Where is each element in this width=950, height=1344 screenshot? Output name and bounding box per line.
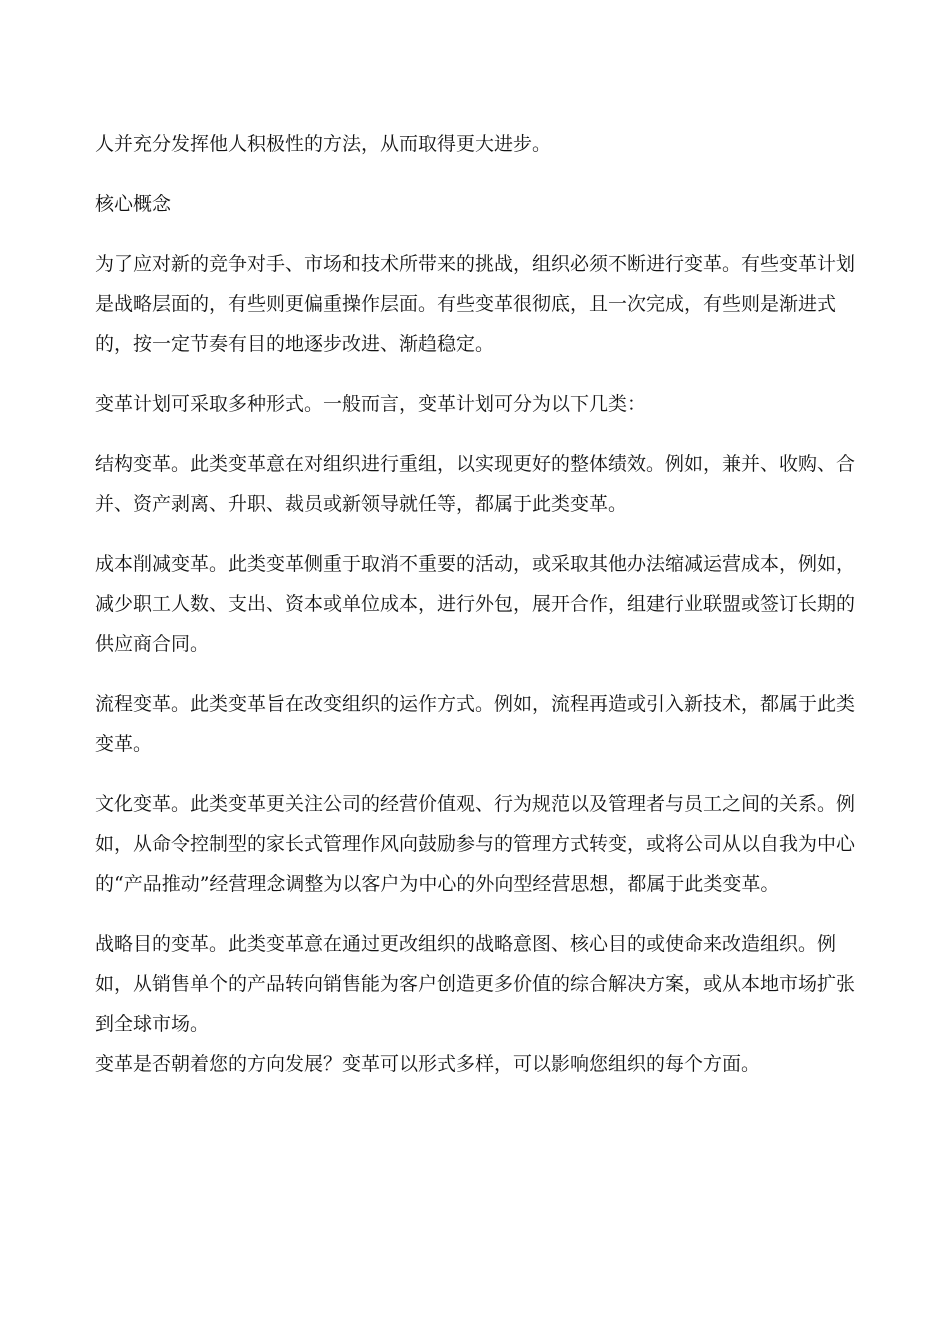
section-heading-core-concepts: 核心概念	[95, 193, 172, 215]
paragraph-process-change: 流程变革。此类变革旨在改变组织的运作方式。例如，流程再造或引入新技术，都属于此类变革。	[95, 693, 856, 755]
paragraph-cost-reduction-change: 成本削减变革。此类变革侧重于取消不重要的活动，或采取其他办法缩减运营成本，例如，减少职工人数、支出、资本或单位成本，进行外包，展开合作，组建行业联盟或签订长期的供应商合同。	[95, 553, 856, 655]
paragraph-change-types-intro: 变革计划可采取多种形式。一般而言，变革计划可分为以下几类：	[95, 393, 647, 415]
paragraph-cultural-change: 文化变革。此类变革更关注公司的经营价值观、行为规范以及管理者与员工之间的关系。例如，从命令控制型的家长式管理作风向鼓励参与的管理方式转变，或将公司从以自我为中心的“产品推动”经营理念调整为以客户为中心的外向型经营思想，都属于此类变革。	[95, 793, 856, 895]
paragraph-closing-question: 变革是否朝着您的方向发展？变革可以形式多样，可以影响您组织的每个方面。	[95, 1053, 761, 1075]
paragraph-change-overview: 为了应对新的竞争对手、市场和技术所带来的挑战，组织必须不断进行变革。有些变革计划是战略层面的，有些则更偏重操作层面。有些变革很彻底，且一次完成，有些则是渐进式的，按一定节奏有目的地逐步改进、渐趋稳定。	[95, 253, 856, 355]
paragraph-intro-continuation: 人并充分发挥他人积极性的方法，从而取得更大进步。	[95, 133, 552, 155]
paragraph-structural-change: 结构变革。此类变革意在对组织进行重组，以实现更好的整体绩效。例如，兼并、收购、合并、资产剥离、升职、裁员或新领导就任等，都属于此类变革。	[95, 453, 856, 515]
document-body	[95, 124, 855, 1104]
paragraph-strategic-change: 战略目的变革。此类变革意在通过更改组织的战略意图、核心目的或使命来改造组织。例如，从销售单个的产品转向销售能为客户创造更多价值的综合解决方案，或从本地市场扩张到全球市场。	[95, 933, 856, 1035]
